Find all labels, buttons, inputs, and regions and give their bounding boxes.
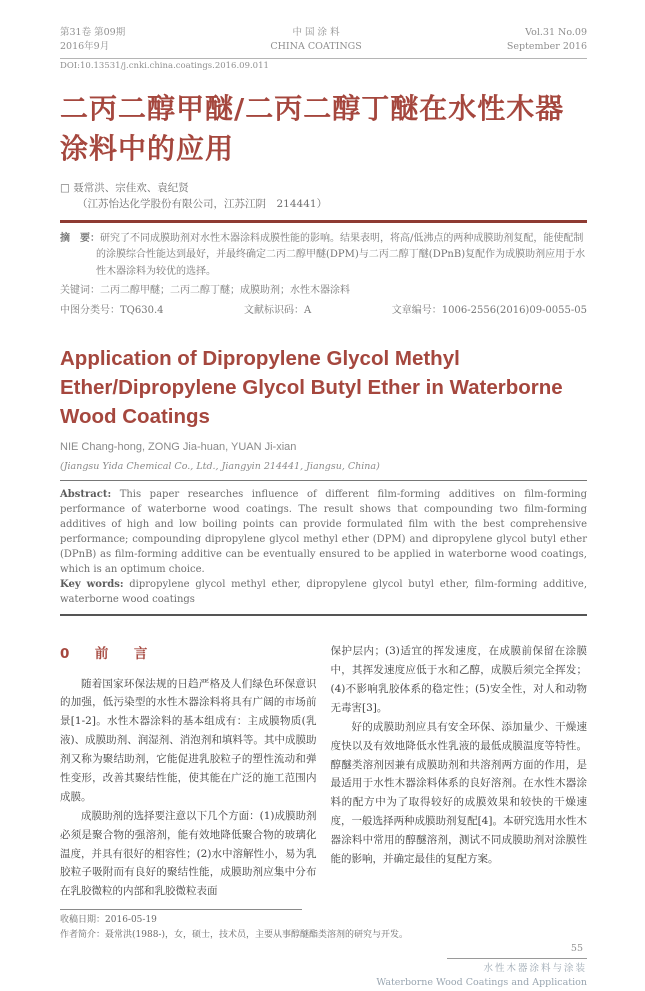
authors-line-cn xyxy=(60,180,587,196)
doc-code-label: 文献标识码： xyxy=(244,304,305,316)
keywords-cn-label: 关键词： xyxy=(60,284,100,296)
byline xyxy=(60,180,587,213)
footnote-block xyxy=(60,909,587,942)
red-divider xyxy=(60,220,587,223)
keywords-en-text: dipropylene glycol methyl ether, dipropylene glycol butyl ether, film-forming additive, waterborne wood coatings xyxy=(60,579,587,606)
author-bio-line xyxy=(60,928,587,942)
date-en: September 2016 xyxy=(506,41,587,53)
keywords-cn-text: 二丙二醇甲醚；二丙二醇丁醚；成膜助剂；水性木器涂料 xyxy=(100,284,350,296)
body-paragraph: 成膜助剂的选择要注意以下几个方面：(1)成膜助剂必须是聚合物的强溶剂，能有效地降低聚合物的玻璃化温度，并具有很好的相容性；(2)水中溶解性小，易为乳胶粒子吸附而有良好的聚结性能，成膜助剂应集中分布在乳胶微粒的内部和乳胶微粒表面 xyxy=(60,809,317,898)
page-number: 55 xyxy=(570,942,583,954)
authors-en: NIE Chang-hong, ZONG Jia-huan, YUAN Ji-xian xyxy=(60,441,297,454)
bio-text: 聂常洪(1988-)，女，硕士，技术员，主要从事醇醚酯类溶剂的研究与开发。 xyxy=(105,929,408,940)
article-title-en: Application of Dipropylene Glycol Methyl Ether/Dipropylene Glycol Butyl Ether in Waterborne Wood Coatings xyxy=(60,347,563,428)
received-date: 2016-05-19 xyxy=(105,915,157,926)
abstract-cn-block xyxy=(60,231,587,319)
classification-row xyxy=(60,303,587,319)
affiliation-cn: （江苏怡达化学股份有限公司，江苏江阴 214441） xyxy=(77,197,328,210)
body-paragraph: 随着国家环保法规的日趋严格及人们绿色环保意识的加强，低污染型的水性木器涂料将具有广阔的市场前景[1-2]。水性木器涂料的基本组成有：主成膜物质(乳液)、成膜助剂、润湿剂、消泡剂和填料等。其中成膜助剂又称为聚结助剂，它能促进乳胶粒子的塑性流动和弹性变形，改善其聚结性能，使其能在广泛的施工范围内成膜。 xyxy=(60,677,317,803)
author-marker: □ xyxy=(60,181,70,194)
left-column xyxy=(60,642,317,901)
abstract-en-text: This paper researches influence of different film-forming additives on film-forming performance of waterborne wood coatings. The result shows that compounding two film-forming additives of high and low boiling points can provide formulated film with the best comprehensive performance; compounding dipropylene glycol methyl ether (DPM) and dipropylene glycol butyl ether (DPnB) as film-forming additive can be eventually ensured to be applied in waterborne wood coatings, which is an optimum choice. xyxy=(60,489,587,576)
clc-label: 中图分类号： xyxy=(60,304,120,316)
body-paragraph: 好的成膜助剂应具有安全环保、添加量少、干燥速度快以及有效地降低水性乳液的最低成膜温度等特性。醇醚类溶剂因兼有成膜助剂和共溶剂两方面的作用，是最适用于水性木器涂料体系的良好溶剂。在水性木器涂料的配方中为了取得较好的成膜效果和较快的干燥速度，一般选择两种成膜助剂复配[4]。本研究选用水性木器涂料中常用的醇醚溶剂，测试不同成膜助剂对涂膜性能的影响，并确定最佳的复配方案。 xyxy=(330,720,587,866)
date-cn: 2016年9月 xyxy=(60,41,110,53)
volume-issue-en: Vol.31 No.09 xyxy=(525,27,587,38)
header-issue-info xyxy=(60,26,125,55)
article-id xyxy=(392,303,587,319)
bio-label: 作者简介： xyxy=(60,929,106,940)
article-id-value: 1006-2556(2016)09-0055-05 xyxy=(441,304,587,316)
doi-line: DOI:10.13531/j.cnki.china.coatings.2016.09.011 xyxy=(60,60,269,71)
footnote-divider xyxy=(60,909,302,910)
clc-number xyxy=(60,303,164,319)
doc-code-value: A xyxy=(304,304,312,316)
article-title-cn: 二丙二醇甲醚/二丙二醇丁醚在水性木器涂料中的应用 xyxy=(60,91,565,166)
footer-column-title-cn: 水性木器涂料与涂装 xyxy=(483,963,587,975)
journal-name-cn: 中 国 涂 料 xyxy=(292,27,340,38)
affiliation-en: (Jiangsu Yida Chemical Co., Ltd., Jiangyin 214441, Jiangsu, China) xyxy=(60,461,587,481)
abstract-cn xyxy=(60,231,587,280)
keywords-en-label: Key words: xyxy=(60,579,124,591)
abstract-en xyxy=(60,487,587,577)
header-vol-info xyxy=(507,26,587,55)
body-paragraph: 保护层内；(3)适宜的挥发速度，在成膜前保留在涂膜中，其挥发速度应低于水和乙醇，成膜后须完全挥发；(4)不影响乳胶体系的稳定性；(5)安全性，对人和动物无毒害[3]。 xyxy=(330,645,587,714)
page-number-rule xyxy=(447,958,587,959)
article-id-label: 文章编号： xyxy=(391,304,442,316)
received-date-line xyxy=(60,913,587,927)
volume-issue-cn: 第31卷 第09期 xyxy=(60,27,126,38)
clc-value: TQ630.4 xyxy=(120,304,164,316)
received-label: 收稿日期： xyxy=(60,915,106,926)
section-heading-intro: 0 前 言 xyxy=(60,646,154,663)
journal-header xyxy=(60,26,587,59)
keywords-en xyxy=(60,577,587,607)
dark-divider xyxy=(60,614,587,616)
authors-cn: 聂常洪、宗佳欢、袁纪贤 xyxy=(73,181,189,194)
abstract-cn-text: 研究了不同成膜助剂对水性木器涂料成膜性能的影响。结果表明，将高/低沸点的两种成膜助剂复配，能使配制的涂膜综合性能达到最好，并最终确定二丙二醇甲醚(DPM)与二丙二醇丁醚(DPnB)复配作为成膜助剂应用于水性木器涂料为较优的选择。 xyxy=(96,233,586,277)
article-body xyxy=(60,642,587,901)
header-journal-name xyxy=(270,26,361,55)
abstract-en-label: Abstract: xyxy=(60,489,112,501)
right-column xyxy=(331,642,588,901)
abstract-cn-label: 摘 要： xyxy=(60,233,100,245)
document-code xyxy=(244,303,311,319)
abstract-en-block xyxy=(60,487,587,607)
footer-column-title-en: Waterborne Wood Coatings and Application xyxy=(376,977,587,989)
journal-name-en: CHINA COATINGS xyxy=(270,41,362,53)
page-footer xyxy=(60,942,587,991)
keywords-cn xyxy=(60,283,587,299)
